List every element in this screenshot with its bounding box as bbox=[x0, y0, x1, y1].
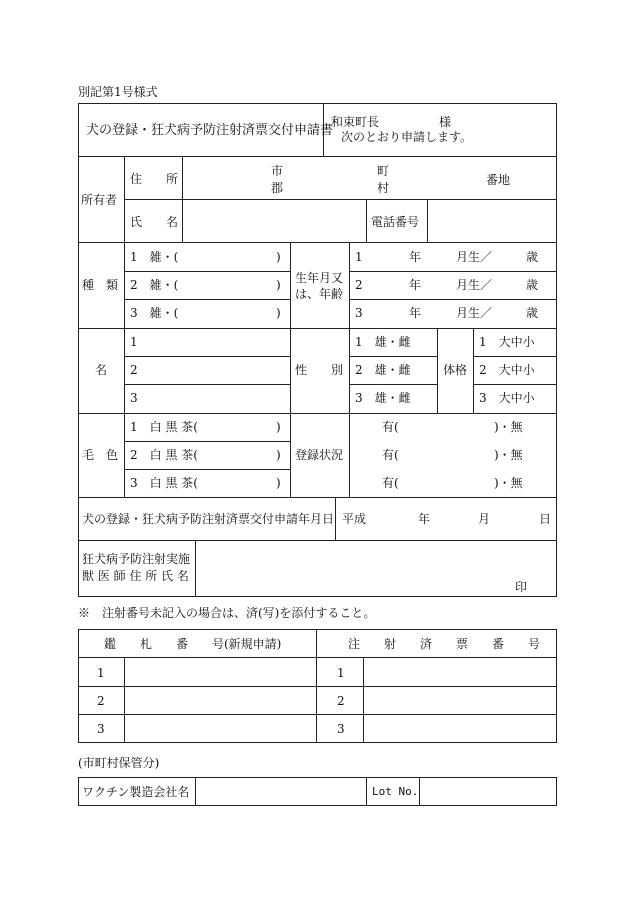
sex-row[interactable]: 2 雄・雌 bbox=[355, 363, 411, 377]
breed-row: 3 雑・( bbox=[130, 306, 179, 320]
registration-close: )・無 bbox=[494, 476, 523, 490]
dog-name-row: 3 bbox=[130, 391, 138, 405]
owner-label: 所有者 bbox=[81, 193, 118, 207]
dob-month: 月生／ bbox=[456, 306, 493, 320]
tag-row-number: 1 bbox=[97, 666, 105, 680]
addressee: 和束町長 様 bbox=[331, 115, 452, 129]
dob-year: 年 bbox=[409, 278, 422, 292]
application-date-label: 犬の登録・狂犬病予防注射済票交付申請年月日 bbox=[82, 512, 335, 526]
coat-close: ) bbox=[276, 448, 281, 462]
seal-mark: 印 bbox=[515, 580, 528, 594]
breed-row: 1 雑・( bbox=[130, 250, 179, 264]
tag-row-number: 3 bbox=[97, 722, 105, 736]
day-label: 日 bbox=[539, 512, 552, 526]
breed-close: ) bbox=[276, 250, 281, 264]
injection-number-header: 注 射 済 票 番 号 bbox=[348, 637, 541, 651]
phone-label: 電話番号 bbox=[371, 215, 420, 229]
note: ※ 注射番号未記入の場合は、済(写)を添付すること。 bbox=[78, 606, 376, 620]
injection-row-number: 1 bbox=[337, 666, 345, 680]
registration-close: )・無 bbox=[494, 420, 523, 434]
owner-name-field[interactable] bbox=[183, 200, 365, 241]
dob-year: 年 bbox=[409, 306, 422, 320]
village-label: 村 bbox=[377, 181, 390, 195]
coat-label: 毛 色 bbox=[82, 448, 119, 462]
registration-open: 有( bbox=[382, 476, 399, 490]
registration-open: 有( bbox=[382, 448, 399, 462]
injection-row-number: 3 bbox=[337, 722, 345, 736]
tag-row-number: 2 bbox=[97, 694, 105, 708]
municipal-note: (市町村保管分) bbox=[78, 756, 160, 770]
dob-year: 年 bbox=[409, 250, 422, 264]
dob-row-number: 3 bbox=[355, 306, 363, 320]
dob-age: 歳 bbox=[526, 278, 539, 292]
vaccine-maker-label: ワクチン製造会社名 bbox=[82, 785, 190, 799]
dob-row-number: 1 bbox=[355, 250, 363, 264]
size-label: 体格 bbox=[443, 363, 468, 377]
vet-label-2: 獣 医 師 住 所 氏 名 bbox=[82, 569, 189, 583]
request-line: 次のとおり申請します。 bbox=[341, 130, 473, 144]
dob-age: 歳 bbox=[526, 250, 539, 264]
dob-label-2: は、年齢 bbox=[295, 287, 344, 301]
phone-field[interactable] bbox=[428, 200, 556, 241]
sex-row[interactable]: 1 雄・雌 bbox=[355, 335, 411, 349]
coat-row: 1 白 黒 茶( bbox=[130, 420, 198, 434]
size-row[interactable]: 1 大中小 bbox=[479, 335, 535, 349]
address-label: 住 所 bbox=[130, 172, 179, 186]
name-label: 氏 名 bbox=[130, 215, 179, 229]
breed-close: ) bbox=[276, 278, 281, 292]
dog-name-row: 1 bbox=[130, 335, 138, 349]
size-row[interactable]: 3 大中小 bbox=[479, 391, 535, 405]
year-label: 年 bbox=[418, 512, 431, 526]
dob-month: 月生／ bbox=[456, 278, 493, 292]
month-label: 月 bbox=[478, 512, 491, 526]
dog-name-label: 名 bbox=[95, 363, 108, 377]
vet-label: 狂犬病予防注射実施 bbox=[82, 552, 191, 566]
lot-number-label: Lot No. bbox=[372, 785, 419, 798]
registration-label: 登録状況 bbox=[295, 448, 344, 462]
injection-row-number: 2 bbox=[337, 694, 345, 708]
coat-close: ) bbox=[276, 476, 281, 490]
county-label: 郡 bbox=[271, 181, 284, 195]
breed-row: 2 雑・( bbox=[130, 278, 179, 292]
breed-close: ) bbox=[276, 306, 281, 320]
era-label: 平成 bbox=[342, 512, 367, 526]
dob-age: 歳 bbox=[526, 306, 539, 320]
dob-month: 月生／ bbox=[456, 250, 493, 264]
dob-row-number: 2 bbox=[355, 278, 363, 292]
vet-info-field[interactable] bbox=[196, 541, 556, 596]
lot-number-field[interactable] bbox=[420, 778, 556, 805]
form-id: 別記第1号様式 bbox=[78, 85, 158, 99]
sex-label: 性 別 bbox=[295, 363, 344, 377]
coat-row: 2 白 黒 茶( bbox=[130, 448, 198, 462]
coat-row: 3 白 黒 茶( bbox=[130, 476, 198, 490]
dog-name-row: 2 bbox=[130, 363, 138, 377]
size-row[interactable]: 2 大中小 bbox=[479, 363, 535, 377]
address-field[interactable] bbox=[183, 157, 556, 198]
form-title: 犬の登録・狂犬病予防注射済票交付申請書 bbox=[86, 123, 334, 138]
coat-close: ) bbox=[276, 420, 281, 434]
registration-open: 有( bbox=[382, 420, 399, 434]
sex-row[interactable]: 3 雄・雌 bbox=[355, 391, 411, 405]
dob-label: 生年月又 bbox=[295, 271, 344, 285]
city-label: 市 bbox=[271, 164, 284, 178]
vaccine-maker-field[interactable] bbox=[196, 778, 365, 805]
breed-label: 種 類 bbox=[82, 278, 119, 292]
registration-close: )・無 bbox=[494, 448, 523, 462]
tag-number-header: 鑑 札 番 号(新規申請) bbox=[104, 637, 282, 651]
town-label: 町 bbox=[377, 164, 390, 178]
lot-label: 番地 bbox=[486, 173, 511, 187]
